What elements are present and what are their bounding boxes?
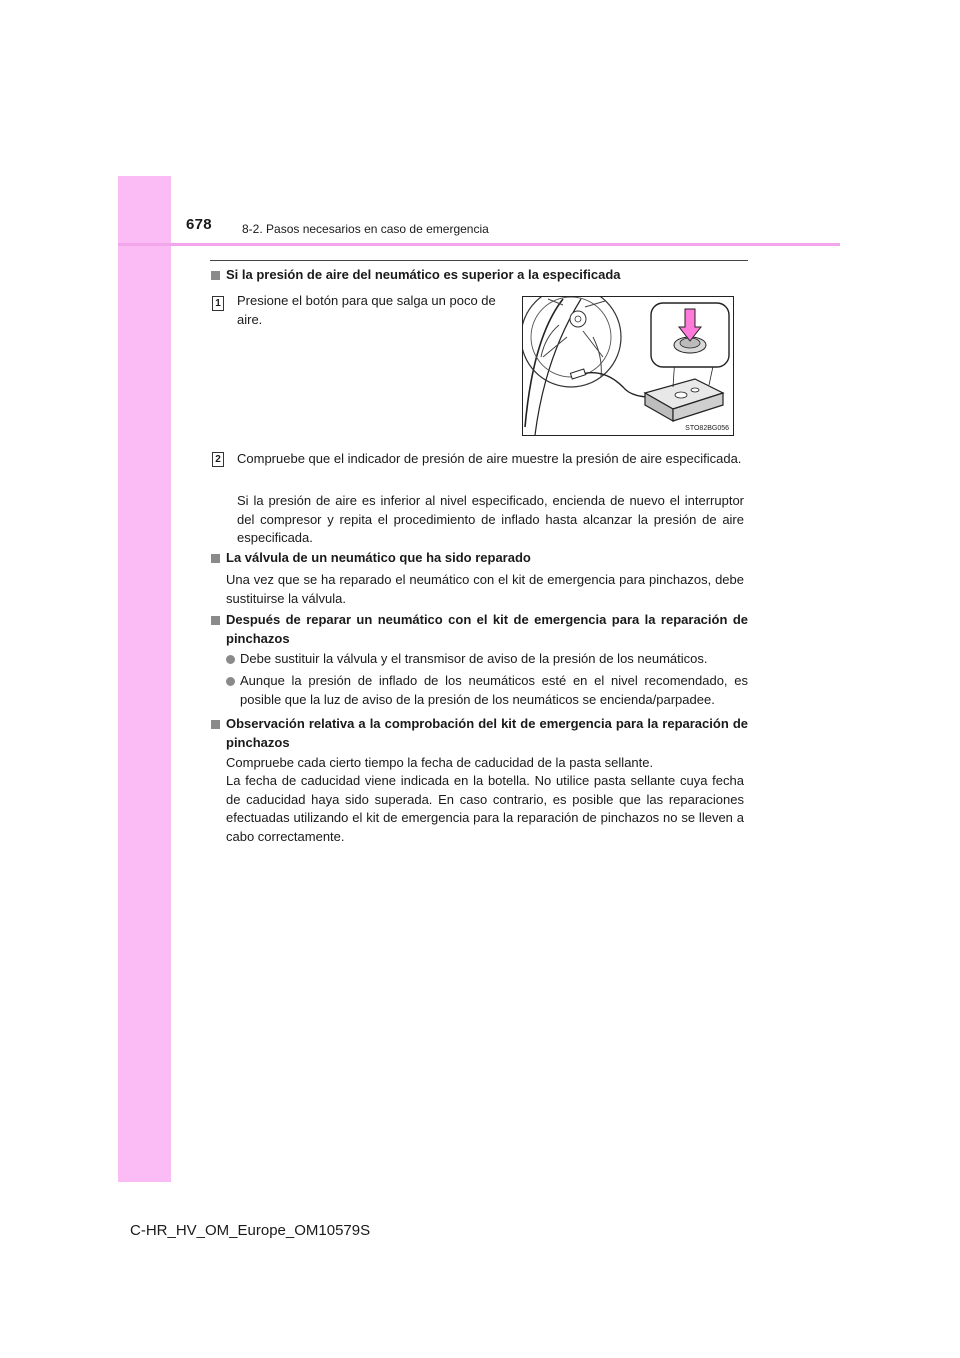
section-heading-valve: La válvula de un neumático que ha sido reparado <box>226 550 531 565</box>
step2-text: Compruebe que el indicador de presión de aire muestre la presión de aire especificada. <box>237 451 742 466</box>
section-heading-after-repair: Después de reparar un neumático con el kit de emergencia para la reparación de pinchazos <box>226 612 748 646</box>
list-item: Debe sustituir la válvula y el transmisor de aviso de la presión de los neumáticos. <box>240 651 708 666</box>
section2-body: Una vez que se ha reparado el neumático con el kit de emergencia para pinchazos, debe sustituirse la válvula. <box>226 572 744 606</box>
section4-line2: La fecha de caducidad viene indicada en la botella. No utilice pasta sellante cuya fecha de caducidad haya sido superada. En caso contrario, es posible que las reparaciones efectuadas utilizando el kit de emergencia para la reparación de pinchazos no se lleven a cabo correctamente. <box>226 773 744 844</box>
step-number-1: 1 <box>212 296 224 311</box>
step2-note: Si la presión de aire es inferior al nivel especificado, encienda de nuevo el interruptor del compresor y repita el procedimiento de inflado hasta alcanzar la presión de aire especificada. <box>237 493 744 545</box>
square-bullet-icon <box>211 616 220 625</box>
square-bullet-icon <box>211 554 220 563</box>
section-heading-pressure-high: Si la presión de aire del neumático es superior a la especificada <box>226 267 621 282</box>
section-title: 8-2. Pasos necesarios en caso de emergencia <box>242 222 489 236</box>
square-bullet-icon <box>211 720 220 729</box>
tire-compressor-drawing <box>523 297 733 435</box>
section-heading-kit-check: Observación relativa a la comprobación del kit de emergencia para la reparación de pinchazos <box>226 716 748 750</box>
round-bullet-icon <box>226 655 235 664</box>
list-item: Aunque la presión de inflado de los neumáticos esté en el nivel recomendado, es posible que la luz de aviso de la presión de los neumáticos se encienda/parpadee. <box>240 673 748 707</box>
step1-text: Presione el botón para que salga un poco de aire. <box>237 293 496 327</box>
header-divider <box>118 243 840 246</box>
section4-line1: Compruebe cada cierto tiempo la fecha de caducidad de la pasta sellante. <box>226 755 654 770</box>
page-number: 678 <box>186 216 212 233</box>
content-rule <box>210 260 748 261</box>
round-bullet-icon <box>226 677 235 686</box>
square-bullet-icon <box>211 271 220 280</box>
document-code: C-HR_HV_OM_Europe_OM10579S <box>130 1222 371 1239</box>
figure-code: STO82BG056 <box>685 425 729 432</box>
compressor-illustration <box>522 296 734 436</box>
side-color-band <box>118 176 171 1182</box>
step-number-2: 2 <box>212 452 224 467</box>
